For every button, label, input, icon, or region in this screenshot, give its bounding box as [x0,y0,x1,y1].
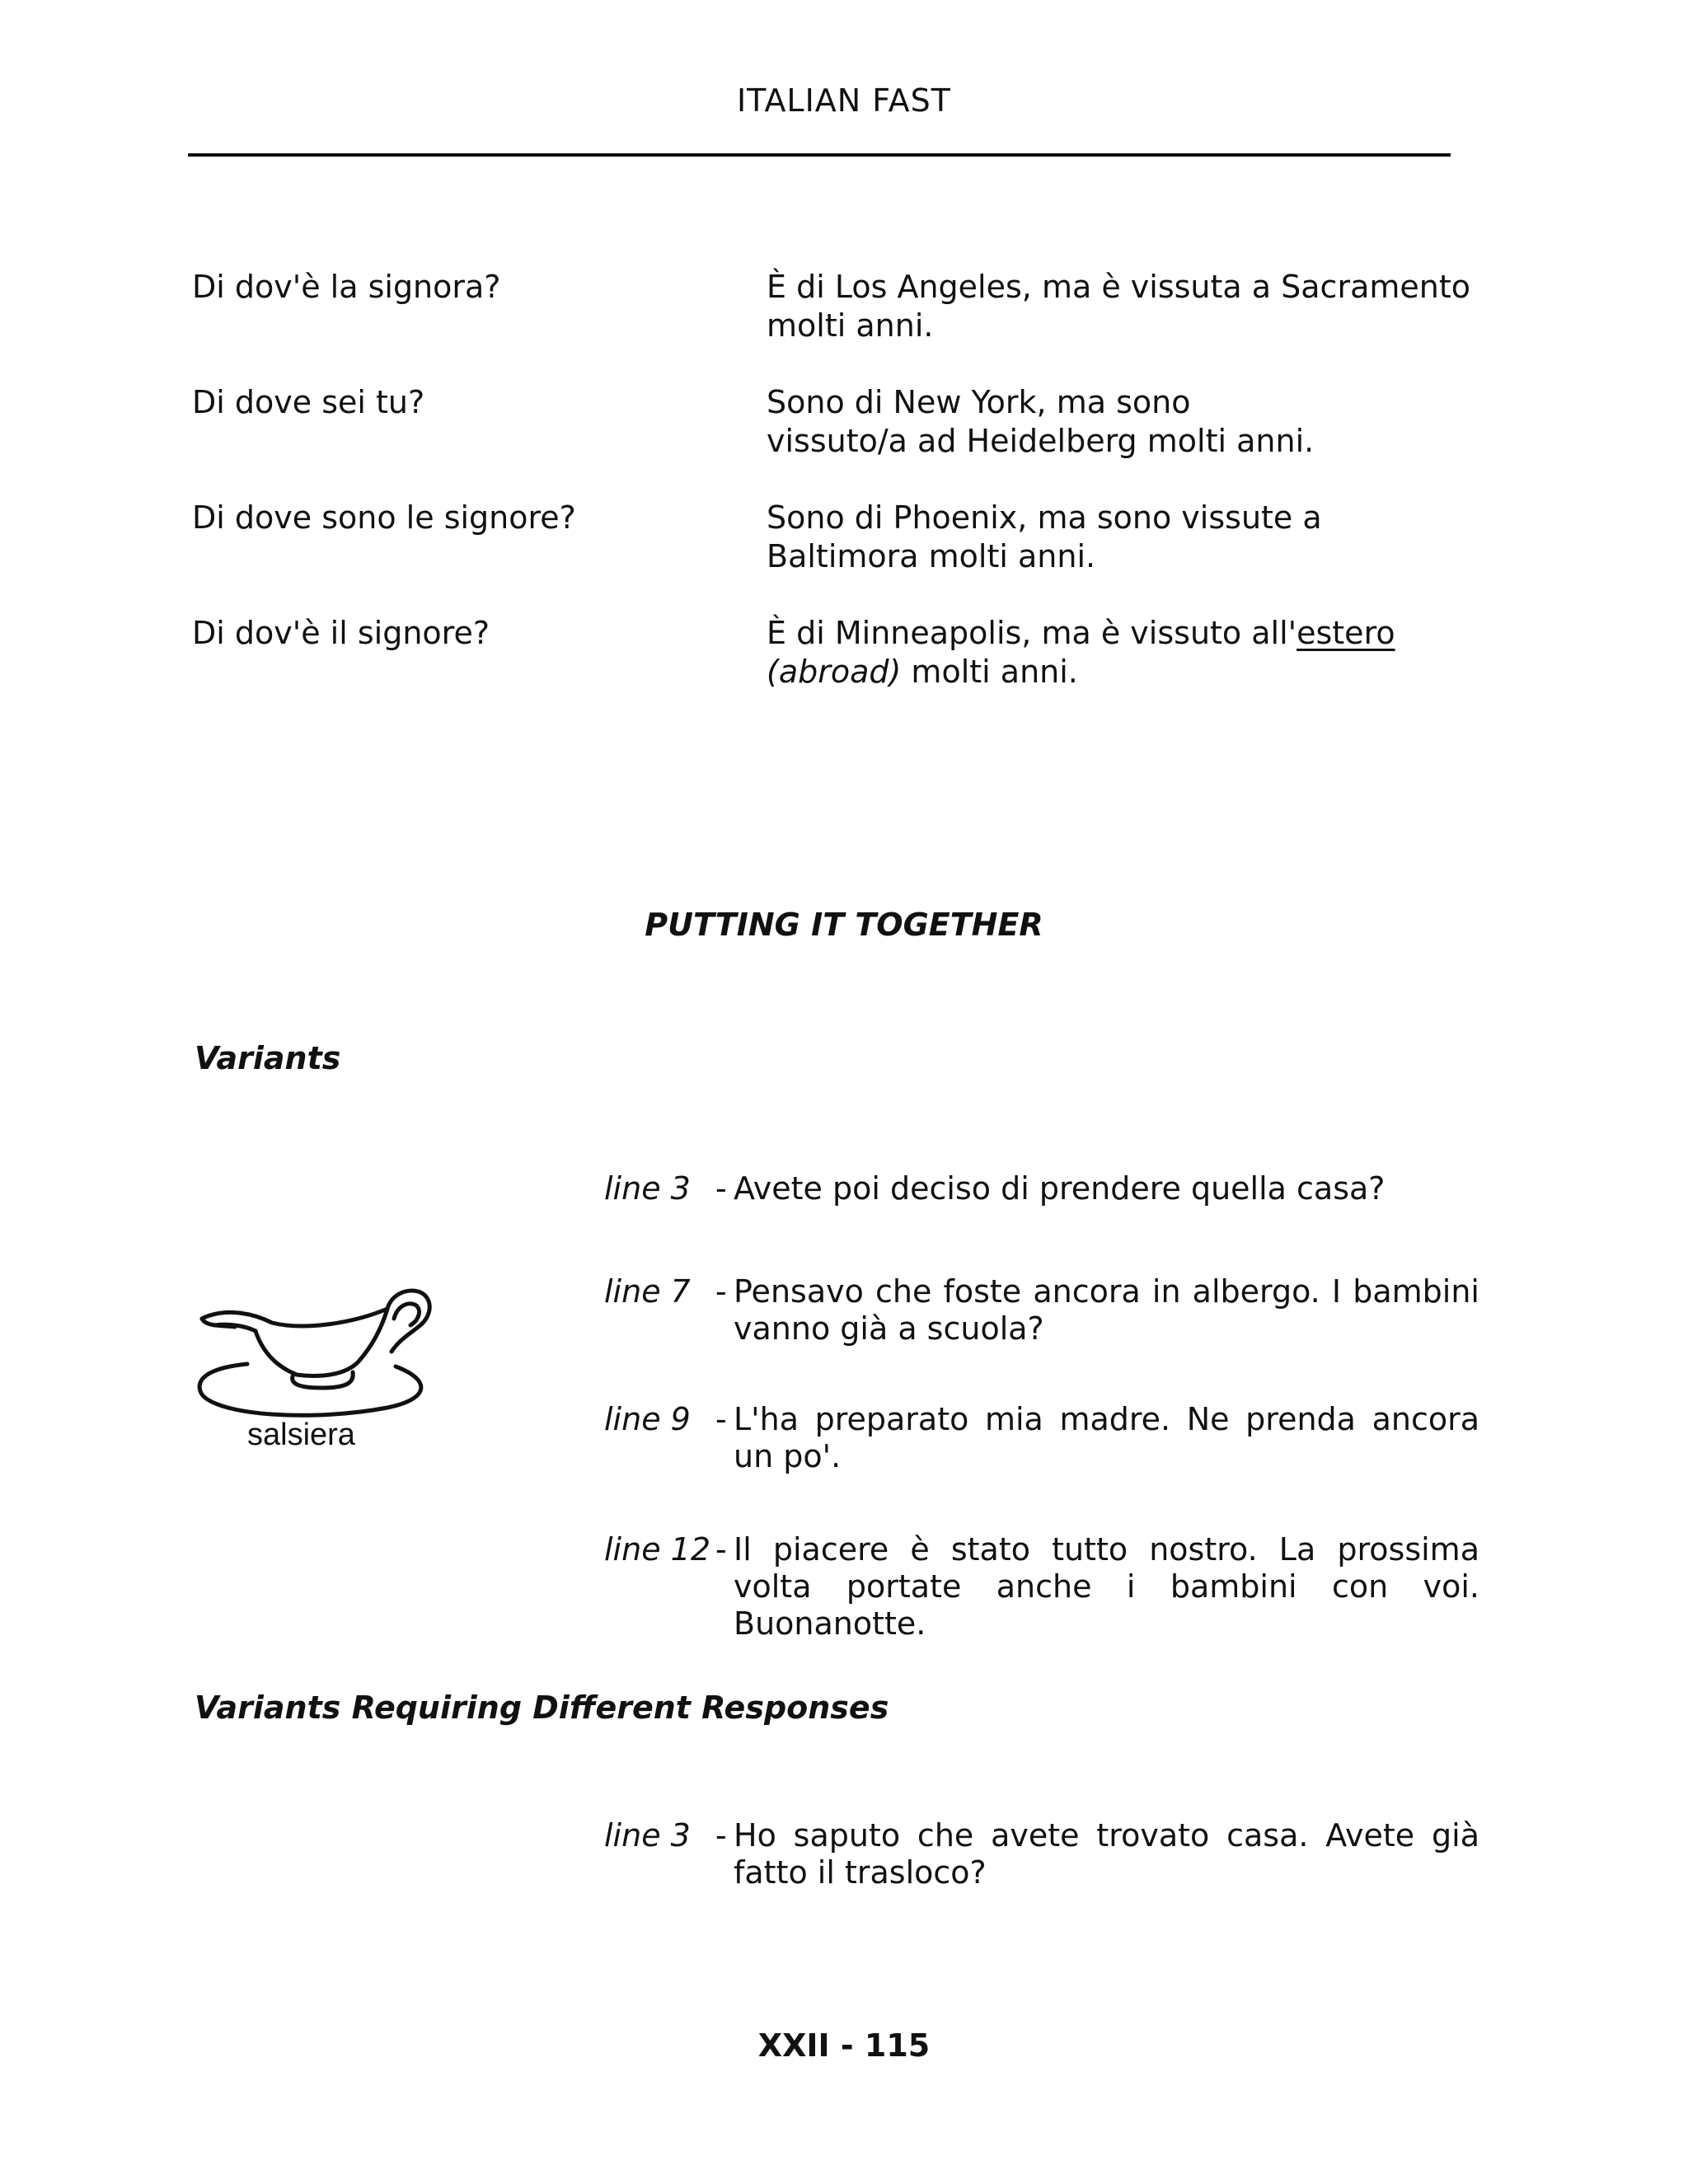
answer-2: Sono di New York, ma sono vissuto/a ad Heidelberg molti anni. [767,384,1315,459]
question-2: Di dove sei tu? [192,384,425,420]
page-header: ITALIAN FAST [736,82,952,119]
question-1: Di dov'è la signora? [192,269,501,305]
header-rule [188,153,1451,157]
variant-text-3: L'ha preparato mia madre. Ne prenda ancora un po'. [734,1401,1479,1474]
page-number: XXII - 115 [757,2027,931,2064]
variant-label-3: line 9 [604,1401,691,1437]
variant-dash: - [715,1531,727,1568]
variant-label-2: line 7 [604,1273,691,1310]
illustration-caption: salsiera [247,1418,355,1452]
question-3: Di dove sono le signore? [192,499,576,536]
variant-text-2: Pensavo che foste ancora in albergo. I bambini vanno già a scuola? [734,1273,1479,1347]
section-title: PUTTING IT TOGETHER [645,907,1043,943]
variant-dash: - [715,1817,727,1854]
variant-dash: - [715,1170,727,1207]
variant-label-1: line 3 [604,1170,691,1207]
variant-dash: - [715,1273,727,1310]
variant-dash: - [715,1401,727,1437]
answer-1: È di Los Angeles, ma è vissuta a Sacramento molti anni. [767,269,1470,344]
answer-4: È di Minneapolis, ma è vissuto all'estero (abroad) molti anni. [767,615,1395,690]
variants-different-heading: Variants Requiring Different Responses [195,1690,889,1726]
variant-text-4: Il piacere è stato tutto nostro. La prossima volta portate anche i bambini con voi. Buonanotte. [734,1531,1479,1642]
gravy-boat-icon [190,1286,445,1426]
variant-different-label-1: line 3 [604,1817,691,1854]
variants-heading: Variants [195,1040,341,1076]
variant-text-1: Avete poi deciso di prendere quella casa? [734,1170,1386,1207]
underlined-word: estero [1296,615,1395,651]
variant-label-4: line 12 [604,1531,711,1568]
question-4: Di dov'è il signore? [192,615,490,651]
answer-3: Sono di Phoenix, ma sono vissute a Baltimora molti anni. [767,499,1322,574]
variant-different-text-1: Ho saputo che avete trovato casa. Avete già fatto il trasloco? [734,1817,1479,1891]
